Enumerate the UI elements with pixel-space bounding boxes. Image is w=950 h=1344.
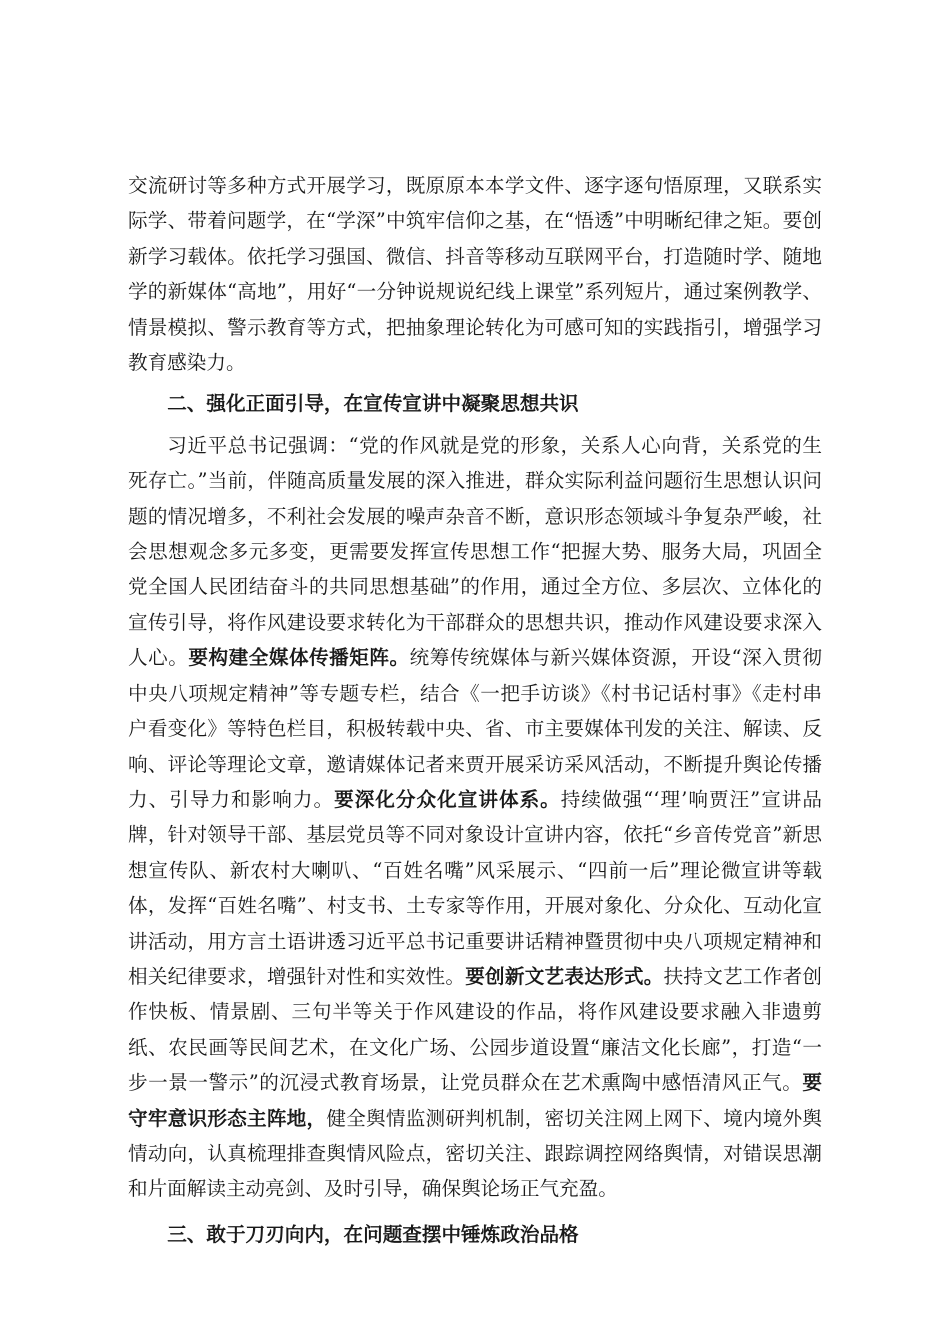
bold-lead-lecture-system: 要深化分众化宣讲体系。 xyxy=(334,787,561,811)
section-heading-3: 三、敢于刀刃向内，在问题查摆中锤炼政治品格 xyxy=(167,1222,579,1246)
paragraph-guidance xyxy=(128,428,822,1207)
bold-lead-ideology-front: 要守牢意识形态主阵地， xyxy=(128,1071,822,1130)
text-media-matrix: 统筹传统媒体与新兴媒体资源，开设“深入贯彻中央八项规定精神”等专题专栏，结合《一把手访谈》《村书记话村事》《走村串户看变化》等特色栏目，积极转载中央、省、市主要媒体刊发的关注、解读、反响、评论等理论文章，邀请媒体记者来贾开展采访采风活动，不断提升舆论传播力、引导力和影响力。 xyxy=(128,646,823,811)
paragraph-study: 交流研讨等多种方式开展学习，既原原本本学文件、逐字逐句悟原理，又联系实际学、带着问题学，在“学深”中筑牢信仰之基，在“悟透”中明晰纪律之矩。要创新学习载体。依托学习强国、微信、抖音等移动互联网平台，打造随时学、随地学的新媒体“高地”，用好“一分钟说规说纪线上课堂”系列短片，通过案例教学、情景模拟、警示教育等方式，把抽象理论转化为可感可知的实践指引，增强学习教育感染力。 xyxy=(128,174,822,375)
document-page xyxy=(128,168,822,1258)
text-ideology-front: 健全舆情监测研判机制，密切关注网上网下、境内境外舆情动向，认真梳理排查舆情风险点，密切关注、跟踪调控网络舆情，对错误思潮和片面解读主动亮剑、及时引导，确保舆论场正气充盈。 xyxy=(128,1106,823,1201)
bold-lead-media-matrix: 要构建全媒体传播矩阵。 xyxy=(188,646,410,670)
text-lecture-system: 持续做强“‘理’响贾汪”宣讲品牌，针对领导干部、基层党员等不同对象设计宣讲内容，依托“乡音传党音”新思想宣传队、新农村大喇叭、“百姓名嘴”风采展示、“四前一后”理论微宣讲等载体，发挥“百姓名嘴”、村支书、土专家等作用，开展对象化、分众化、互动化宣讲活动，用方言土语讲透习近平总书记重要讲话精神暨贯彻中央八项规定精神和相关纪律要求，增强针对性和实效性。 xyxy=(128,787,823,988)
bold-lead-art-forms: 要创新文艺表达形式。 xyxy=(465,964,664,988)
paragraph-guidance-intro: 习近平总书记强调：“党的作风就是党的形象，关系人心向背，关系党的生死存亡。”当前，伴随高质量发展的深入推进，群众实际利益问题衍生思想认识问题的情况增多，不利社会发展的噪声杂音不断，意识形态领域斗争复杂严峻，社会思想观念多元多变，更需要发挥宣传思想工作“把握大势、服务大局，巩固全党全国人民团结奋斗的共同思想基础”的作用，通过全方位、多层次、立体化的宣传引导，将作风建设要求转化为干部群众的思想共识，推动作风建设要求深入人心。 xyxy=(128,433,822,670)
text-art-forms: 扶持文艺工作者创作快板、情景剧、三句半等关于作风建设的作品，将作风建设要求融入非遗剪纸、农民画等民间艺术，在文化广场、公园步道设置“廉洁文化长廊”，打造“一步一景一警示”的沉浸式教育场景，让党员群众在艺术熏陶中感悟清风正气。 xyxy=(128,964,823,1095)
section-heading-2: 二、强化正面引导，在宣传宣讲中凝聚思想共识 xyxy=(167,392,579,416)
